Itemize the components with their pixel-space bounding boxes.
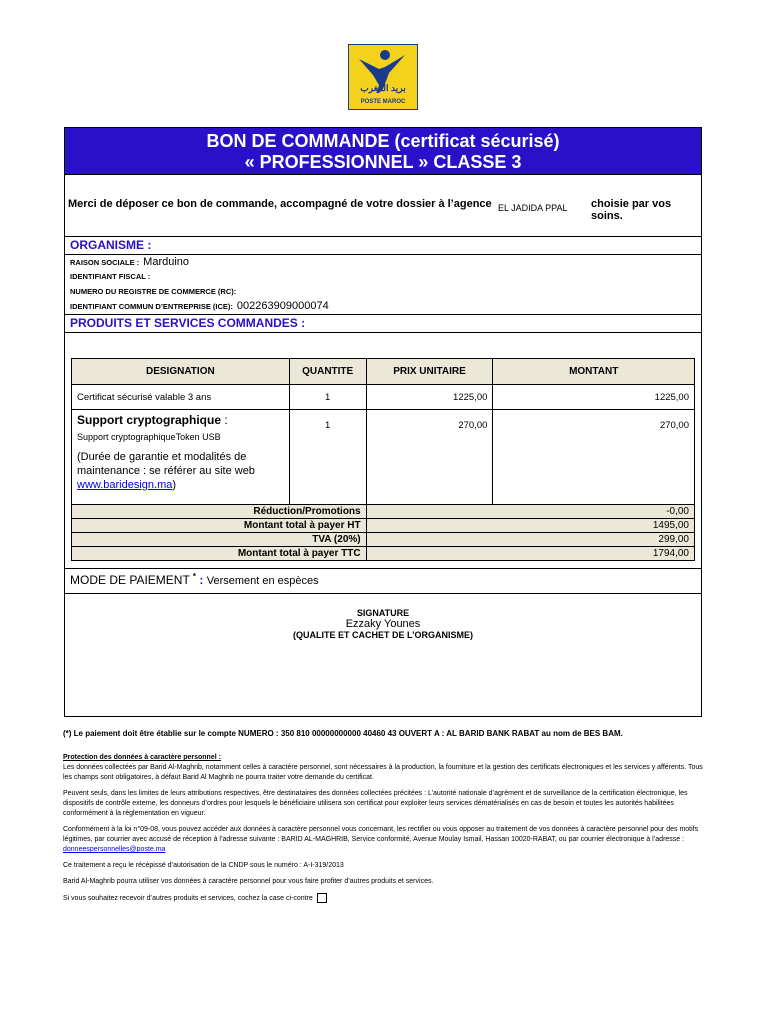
col-quantite: QUANTITE xyxy=(289,359,366,385)
total-row-reduction xyxy=(72,505,695,519)
title-line-1: BON DE COMMANDE (certificat sécurisé) xyxy=(206,131,560,151)
total-row-ht xyxy=(72,519,695,533)
total-label: Montant total à payer HT xyxy=(72,519,367,533)
intro-text-end: choisie par vos soins. xyxy=(591,198,672,222)
ice-field xyxy=(70,300,329,312)
support-title-suffix: : xyxy=(221,413,228,427)
ice-label: IDENTIFIANT COMMUN D’ENTREPRISE (ICE): xyxy=(70,302,233,311)
signature-heading: SIGNATURE xyxy=(356,608,410,618)
quantite-cell: 1 xyxy=(289,410,366,505)
designation-cell: Certificat sécurisé valable 3 ans xyxy=(72,385,290,410)
montant-cell: 270,00 xyxy=(493,410,695,505)
email-link[interactable]: donneespersonnelles@poste.ma xyxy=(63,846,166,853)
total-value: 1495,00 xyxy=(366,519,694,533)
quantite-cell: 1 xyxy=(289,385,366,410)
baridesign-link[interactable]: www.baridesign.ma xyxy=(77,479,173,491)
notes-paragraph: Barid Al-Maghrib pourra utiliser vos données à caractère personnel pour vous faire profiter d’autres produits et services. xyxy=(63,878,434,885)
title-line-2: « PROFESSIONNEL » CLASSE 3 xyxy=(244,152,522,172)
notes-section xyxy=(63,729,707,910)
col-prix-unitaire: PRIX UNITAIRE xyxy=(366,359,493,385)
table-row xyxy=(72,385,695,410)
raison-sociale-field xyxy=(70,256,189,268)
ice-value[interactable]: 002263909000074 xyxy=(236,300,329,312)
divider xyxy=(65,568,701,569)
notes-paragraph: Les données collectées par Barid Al-Maghrib, notamment celles à caractère personnel, sont nécessaires à la production, la fourniture et la gestion des certificats électroniques et les services y afférents. Tous les champs sont obligatoires, à défaut Barid Al Maghrib ne pourra traiter votre demande du certificat. xyxy=(63,764,703,781)
support-subtitle: Support cryptographiqueToken USB xyxy=(77,432,221,442)
paiement-value[interactable]: Versement en espèces xyxy=(206,575,319,587)
total-row-ttc xyxy=(72,547,695,561)
intro-text: Merci de déposer ce bon de commande, accompagné de votre dossier à l’agence xyxy=(68,198,492,210)
payment-note: (*) Le paiement doit être établie sur le compte NUMERO : 350 810 00000000000 40460 43 OUVERT A : AL BARID BANK RABAT au nom de BES BAM. xyxy=(63,729,623,738)
organisme-heading: ORGANISME : xyxy=(70,238,152,252)
total-value: 299,00 xyxy=(366,533,694,547)
total-label: Montant total à payer TTC xyxy=(72,547,367,561)
paiement-colon: : xyxy=(199,573,204,587)
paiement-label: MODE DE PAIEMENT xyxy=(70,573,190,587)
signature-block xyxy=(65,608,701,640)
prix-cell: 270,00 xyxy=(366,410,493,505)
paiement-star: * xyxy=(192,572,197,581)
identifiant-fiscal-label: IDENTIFIANT FISCAL : xyxy=(70,272,151,281)
optin-text: Si vous souhaitez recevoir d’autres produits et services, cochez la case ci-contre xyxy=(63,894,313,902)
contact-text: Conformément à la loi n°09-08, vous pouvez accéder aux données à caractère personnel vous concernant, les rectifier ou vous opposer au traitement de vos données à caractère personnel pour des motifs légitimes, par courrier avec accusé de réception à l’adresse suivante : BARID AL-MAGHRIB, Service conformité, Avenue Moulay Ismail, Hassan 10020-RABAT, ou par courrier électronique à l’adresse : xyxy=(63,826,699,843)
protection-heading: Protection des données à caractère personnel : xyxy=(63,754,221,761)
produits-heading: PRODUITS ET SERVICES COMMANDES : xyxy=(70,316,306,330)
table-row xyxy=(72,410,695,505)
form-title xyxy=(65,128,701,174)
divider xyxy=(65,236,701,237)
divider xyxy=(65,254,701,255)
support-note-end: ) xyxy=(172,479,177,491)
raison-sociale-value[interactable]: Marduino xyxy=(143,256,190,268)
logo-arabic: بريد المغرب xyxy=(360,83,406,93)
col-designation: DESIGNATION xyxy=(72,359,290,385)
col-montant: MONTANT xyxy=(493,359,695,385)
notes-paragraph-optin xyxy=(63,893,707,904)
signature-name[interactable]: Ezzaky Younes xyxy=(345,618,421,630)
signature-caption: (QUALITE ET CACHET DE L’ORGANISME) xyxy=(293,630,473,640)
total-label: Réduction/Promotions xyxy=(72,505,367,519)
optin-checkbox[interactable] xyxy=(317,893,327,903)
notes-paragraph-contact xyxy=(63,825,707,855)
montant-cell: 1225,00 xyxy=(493,385,695,410)
divider xyxy=(65,314,701,315)
order-form xyxy=(64,127,702,717)
logo-latin: POSTE MAROC xyxy=(360,99,406,105)
designation-cell xyxy=(72,410,290,505)
prix-cell: 1225,00 xyxy=(366,385,493,410)
products-table xyxy=(71,358,695,561)
table-header-row xyxy=(72,359,695,385)
mode-paiement xyxy=(70,572,319,587)
notes-paragraph: Ce traitement a reçu le récépissé d’autorisation de la CNDP sous le numéro : A-I-319/2013 xyxy=(63,862,344,869)
total-row-tva xyxy=(72,533,695,547)
divider xyxy=(65,332,701,333)
divider xyxy=(65,593,701,594)
raison-sociale-label: RAISON SOCIALE : xyxy=(70,258,140,267)
poste-maroc-logo xyxy=(348,44,418,110)
support-note: (Durée de garantie et modalités de maintenance : se référer au site web xyxy=(77,451,255,477)
notes-paragraph: Peuvent seuls, dans les limites de leurs attributions respectives, être destinataires des données collectées précitées : L’autorité nationale d’agrément et de surveillance de la certification électronique, les dispositifs de contrôle externe, les donneurs d’ordres pour lesquels le bénéficiaire utilisera son certificat pour exploiter leurs services dématérialisés en cas de besoin et toutes les autorités habilitées conformément à la réglementation en vigueur. xyxy=(63,790,688,817)
total-value: -0,00 xyxy=(366,505,694,519)
agence-value[interactable]: EL JADIDA PPAL xyxy=(498,203,568,213)
support-title: Support cryptographique xyxy=(77,413,221,427)
total-label: TVA (20%) xyxy=(72,533,367,547)
rc-label: NUMERO DU REGISTRE DE COMMERCE (RC): xyxy=(70,287,237,296)
total-value: 1794,00 xyxy=(366,547,694,561)
divider xyxy=(65,174,701,175)
